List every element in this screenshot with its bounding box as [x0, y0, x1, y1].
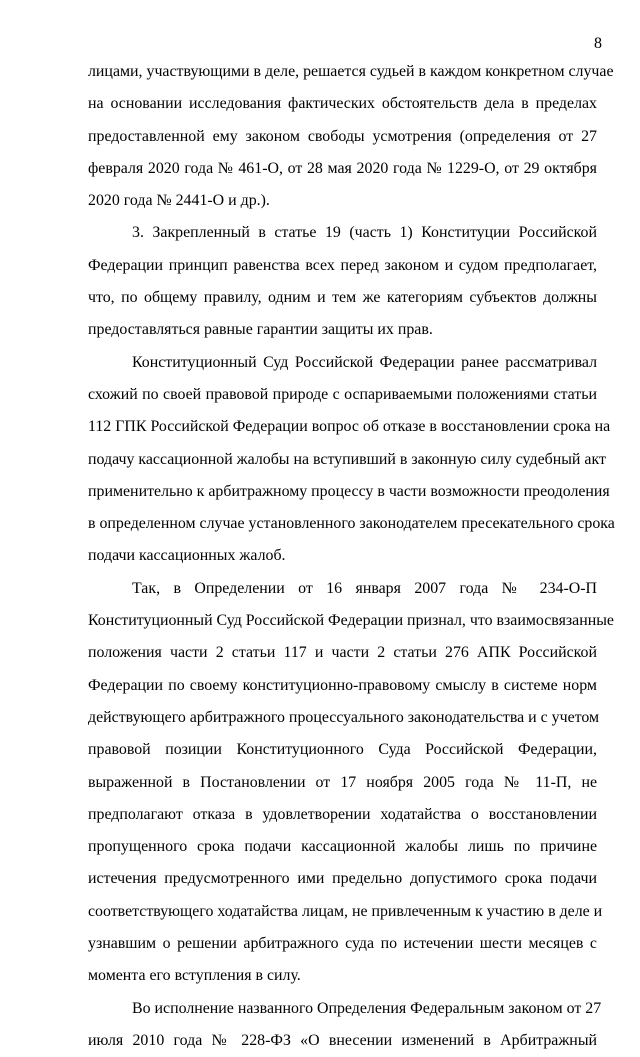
text-line: Федерации принцип равенства всех перед законом и судом предполагает,	[88, 256, 597, 274]
text-line: истечения предусмотренного ими предельно допустимого срока подачи	[88, 870, 597, 888]
text-line: лицами, участвующими в деле, решается судьей в каждом конкретном случае	[88, 63, 614, 80]
paragraph-first-line: Так, в Определении от 16 января 2007 года № 234-О-П	[132, 579, 597, 597]
text-line: февраля 2020 года № 461-О, от 28 мая 2020 года № 1229-О, от 29 октября	[88, 159, 597, 177]
paragraph-first-line: 3. Закрепленный в статье 19 (часть 1) Конституции Российской	[132, 224, 597, 242]
paragraph-first-line: Во исполнение названного Определения Федеральным законом от 27	[132, 999, 602, 1017]
text-line: выраженной в Постановлении от 17 ноября 2005 года № 11-П, не	[88, 773, 597, 791]
text-line: что, по общему правилу, одним и тем же категориям субъектов должны	[88, 289, 597, 307]
page-number: 8	[594, 35, 602, 52]
text-line: узнавшим о решении арбитражного суда по истечении шести месяцев с	[88, 935, 597, 953]
text-line: 112 ГПК Российской Федерации вопрос об отказе в восстановлении срока на	[88, 418, 611, 436]
text-line: предполагают отказа в удовлетворении ходатайства о восстановлении	[88, 805, 597, 823]
text-line: применительно к арбитражному процессу в части возможности преодоления	[88, 482, 610, 500]
text-line: соответствующего ходатайства лицам, не привлеченным к участию в деле и	[88, 902, 603, 920]
text-line: 2020 года № 2441-О и др.).	[88, 192, 270, 210]
body-text	[88, 56, 615, 1057]
text-line: пропущенного срока подачи кассационной жалобы лишь по причине	[88, 838, 597, 856]
text-line: в определенном случае установленного законодателем пресекательного срока	[88, 515, 615, 533]
text-line: подачи кассационных жалоб.	[88, 547, 286, 565]
text-line: Конституционный Суд Российской Федерации признал, что взаимосвязанные	[88, 612, 614, 630]
text-line: предоставляться равные гарантии защиты их прав.	[88, 321, 433, 339]
paragraph-first-line: Конституционный Суд Российской Федерации ранее рассматривал	[132, 353, 597, 371]
text-line: схожий по своей правовой природе с оспариваемыми положениями статьи	[88, 385, 597, 403]
text-line: действующего арбитражного процессуального законодательства и с учетом	[88, 708, 600, 726]
text-line: предоставленной ему законом свободы усмотрения (определения от 27	[88, 127, 597, 145]
text-line: правовой позиции Конституционного Суда Российской Федерации,	[88, 741, 597, 759]
text-line: Федерации по своему конституционно-правовому смыслу в системе норм	[88, 676, 597, 694]
text-line: положения части 2 статьи 117 и части 2 статьи 276 АПК Российской	[88, 644, 597, 662]
text-line: на основании исследования фактических обстоятельств дела в пределах	[88, 95, 597, 113]
text-line: момента его вступления в силу.	[88, 967, 301, 985]
text-line: подачу кассационной жалобы на вступивший в законную силу судебный акт	[88, 450, 606, 468]
text-line: июля 2010 года № 228-ФЗ «О внесении изменений в Арбитражный	[88, 1031, 597, 1049]
